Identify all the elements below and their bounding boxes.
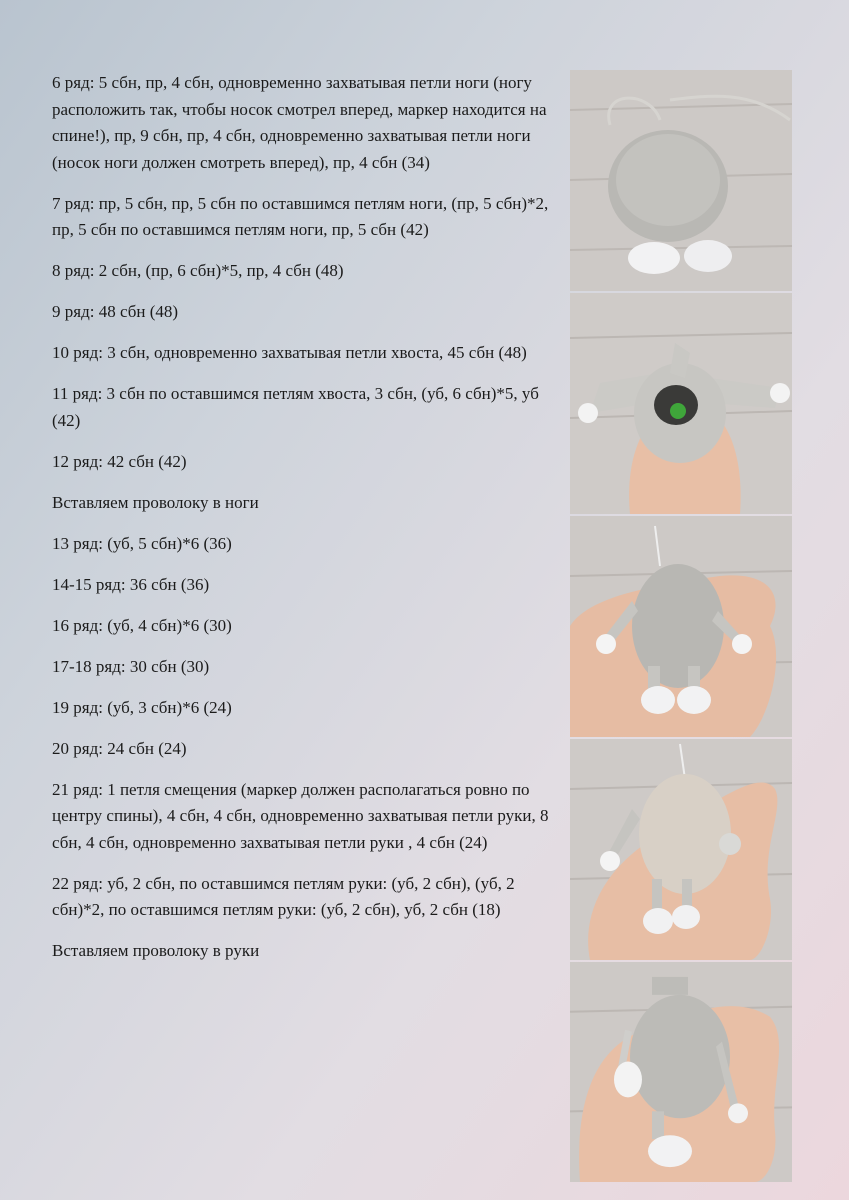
row-11: 11 ряд: 3 сбн по оставшимся петлям хвоста, 3 сбн, (уб, 6 сбн)*5, уб (42) — [52, 384, 539, 430]
pattern-text — [52, 70, 564, 979]
photo-body-side-tail — [570, 739, 792, 960]
photo-body-with-arms — [570, 962, 792, 1182]
row-10: 10 ряд: 3 сбн, одновременно захватывая петли хвоста, 45 сбн (48) — [52, 343, 527, 362]
row-13: 13 ряд: (уб, 5 сбн)*6 (36) — [52, 533, 232, 553]
row-20: 20 ряд: 24 сбн (24) — [52, 738, 187, 758]
photo-column — [570, 70, 792, 1142]
row-8: 8 ряд: 2 сбн, (пр, 6 сбн)*5, пр, 4 сбн (48) — [52, 261, 344, 280]
row-12: 12 ряд: 42 сбн (42) — [52, 451, 187, 471]
row-16: 16 ряд: (уб, 4 сбн)*6 (30) — [52, 615, 232, 635]
photo-body-with-legs — [570, 70, 792, 291]
photo-body-open — [570, 293, 792, 514]
row-17-18: 17-18 ряд: 30 сбн (30) — [52, 656, 210, 676]
row-21: 21 ряд: 1 петля смещения (маркер должен располагаться ровно по центру спины), 4 сбн, 4 сбн, одновременно захватывая петли руки, 8 сбн, 4 сбн, одновременно захватывая петли руки , 4 сбн (24) — [52, 779, 549, 852]
note-wire-arms: Вставляем проволоку в руки — [52, 941, 260, 960]
row-6: 6 ряд: 5 сбн, пр, 4 сбн, одновременно захватывая петли ноги (ногу расположить так, чтобы носок смотрел вперед, маркер находится на спине!), пр, 9 сбн, пр, 4 сбн, одновременно захватывая петли ноги (носок ноги должен смотреть вперед), пр, 4 сбн (34) — [52, 73, 547, 172]
photo-body-on-palm — [570, 516, 792, 737]
row-9: 9 ряд: 48 сбн (48) — [52, 302, 179, 321]
row-14-15: 14-15 ряд: 36 сбн (36) — [52, 574, 210, 594]
row-19: 19 ряд: (уб, 3 сбн)*6 (24) — [52, 697, 232, 717]
row-7: 7 ряд: пр, 5 сбн, пр, 5 сбн по оставшимся петлям ноги, (пр, 5 сбн)*2, пр, 5 сбн по оставшимся петлям ноги, пр, 5 сбн (42) — [52, 193, 549, 239]
row-22: 22 ряд: уб, 2 сбн, по оставшимся петлям руки: (уб, 2 сбн), (уб, 2 сбн)*2, по оставшимся петлям руки: (уб, 2 сбн), уб, 2 сбн (18) — [52, 873, 515, 919]
note-wire-legs: Вставляем проволоку в ноги — [52, 492, 259, 512]
